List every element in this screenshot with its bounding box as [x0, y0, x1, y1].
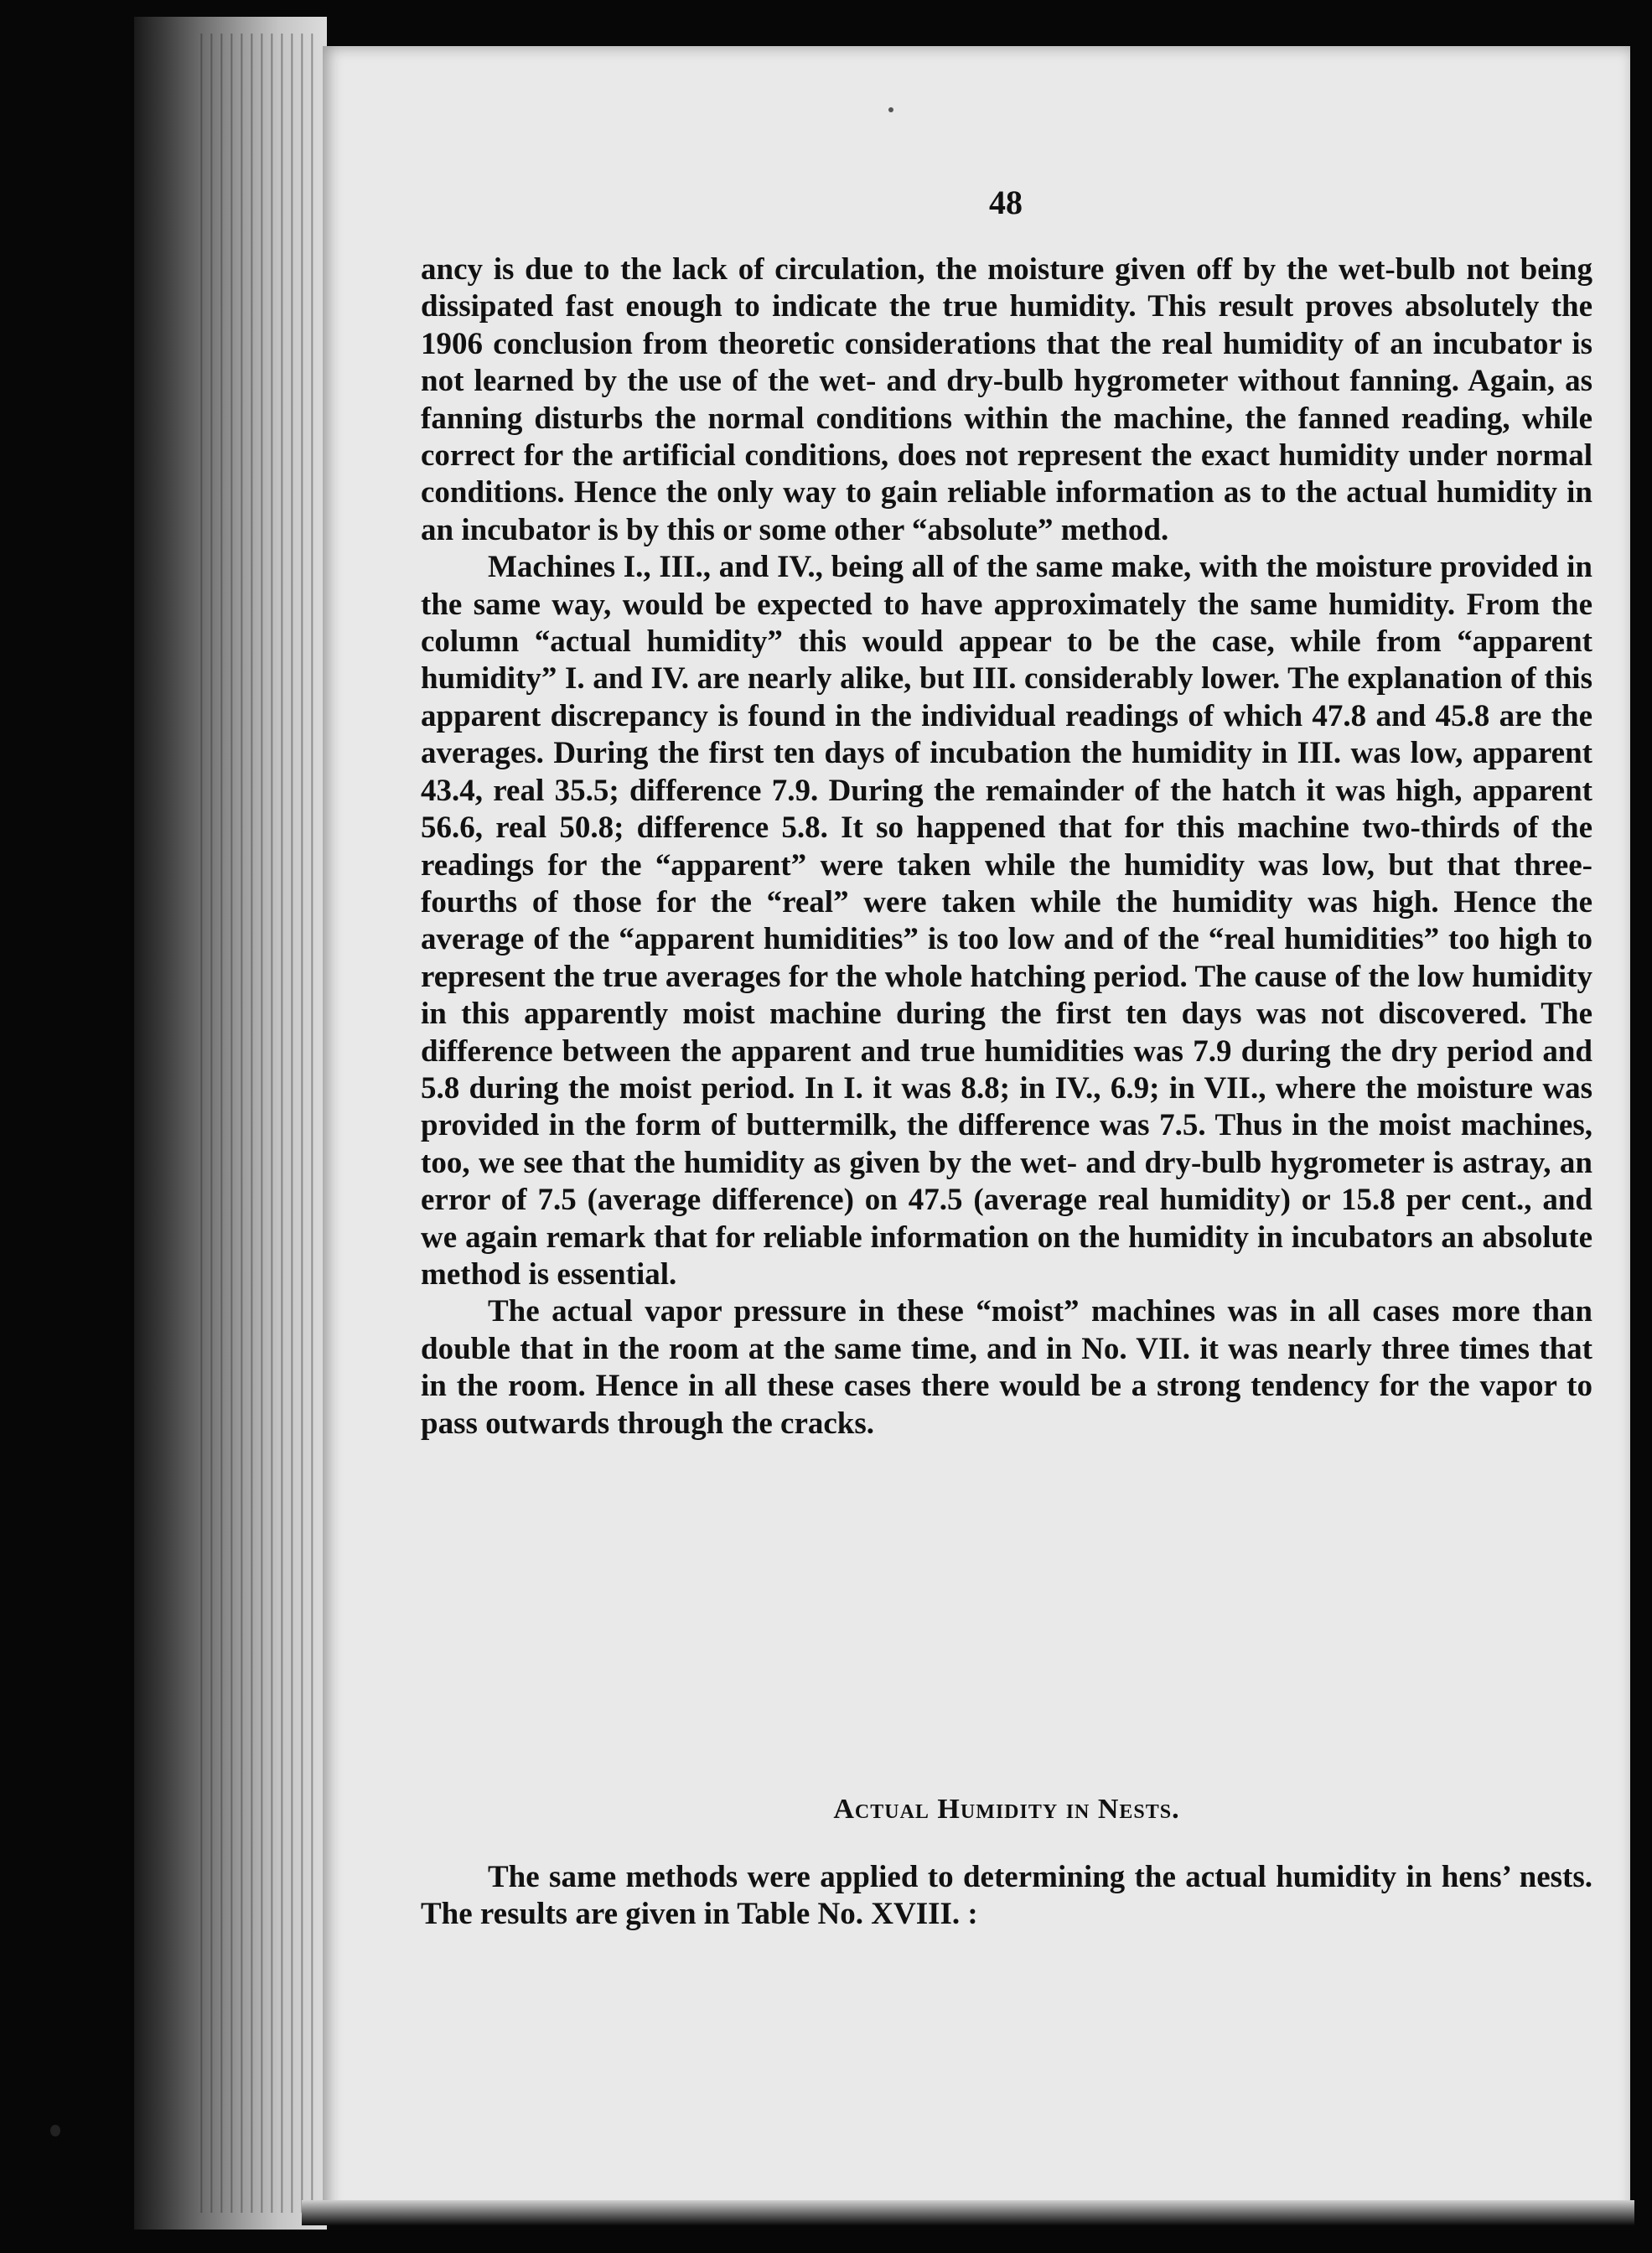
page-number: 48: [989, 184, 1023, 221]
scan-speck: [50, 2125, 60, 2136]
page-bottom-edge: [302, 2200, 1634, 2225]
paragraph-4: The same methods were applied to determining the actual humidity in hens’ nests. The results are given in Table No. XVIII. :: [421, 1860, 1592, 1932]
scan-speck: [888, 107, 893, 112]
paragraph-1: ancy is due to the lack of circulation, the moisture given off by the wet-bulb not being dissipated fast enough to indicate the true humidity. This result proves absolutely the 1906 conclusion from theoretic considerations that the real humidity of an incubator is not learned by the use of the wet- and dry-bulb hygrometer without fanning. Again, as fanning disturbs the normal conditions within the machine, the fanned reading, while correct for the artificial conditions, does not represent the exact humidity under normal conditions. Hence the only way to gain reliable information as to the actual humidity in an incubator is by this or some other “absolute” method.: [421, 252, 1592, 547]
body-text: [421, 251, 1592, 1442]
paragraph-3: The actual vapor pressure in these “moist” machines was in all cases more than double that in the room at the same time, and in No. VII. it was nearly three times that in the room. Hence in all these cases there would be a strong tendency for the vapor to pass outwards through the cracks.: [421, 1294, 1592, 1441]
paragraph-2: Machines I., III., and IV., being all of the same make, with the moisture provided in the same way, would be expected to have approximately the same humidity. From the column “actual humidity” this would appear to be the case, while from “apparent humidity” I. and IV. are nearly alike, but III. considerably lower. The explanation of this apparent discrepancy is found in the individual readings of which 47.8 and 45.8 are the averages. During the first ten days of incubation the humidity in III. was low, apparent 43.4, real 35.5; difference 7.9. During the remainder of the hatch it was high, apparent 56.6, real 50.8; difference 5.8. It so happened that for this machine two-thirds of the readings for the “apparent” were taken while the humidity was low, but that three-fourths of those for the “real” were taken while the humidity was high. Hence the average of the “apparent humidities” is too low and of the “real humidities” too high to represent the true averages for the whole hatching period. The cause of the low humidity in this apparently moist machine during the first ten days was not discovered. The difference between the apparent and true humidities was 7.9 during the dry period and 5.8 during the moist period. In I. it was 8.8; in IV., 6.9; in VII., where the moisture was provided in the form of buttermilk, the difference was 7.5. Thus in the moist machines, too, we see that the humidity as given by the wet- and dry-bulb hygrometer is astray, an error of 7.5 (average difference) on 47.5 (average real humidity) or 15.8 per cent., and we again remark that for reliable information on the humidity in incubators an absolute method is essential.: [421, 550, 1592, 1292]
section-heading: Actual Humidity in Nests.: [833, 1794, 1180, 1825]
page-edges: [193, 34, 318, 2213]
